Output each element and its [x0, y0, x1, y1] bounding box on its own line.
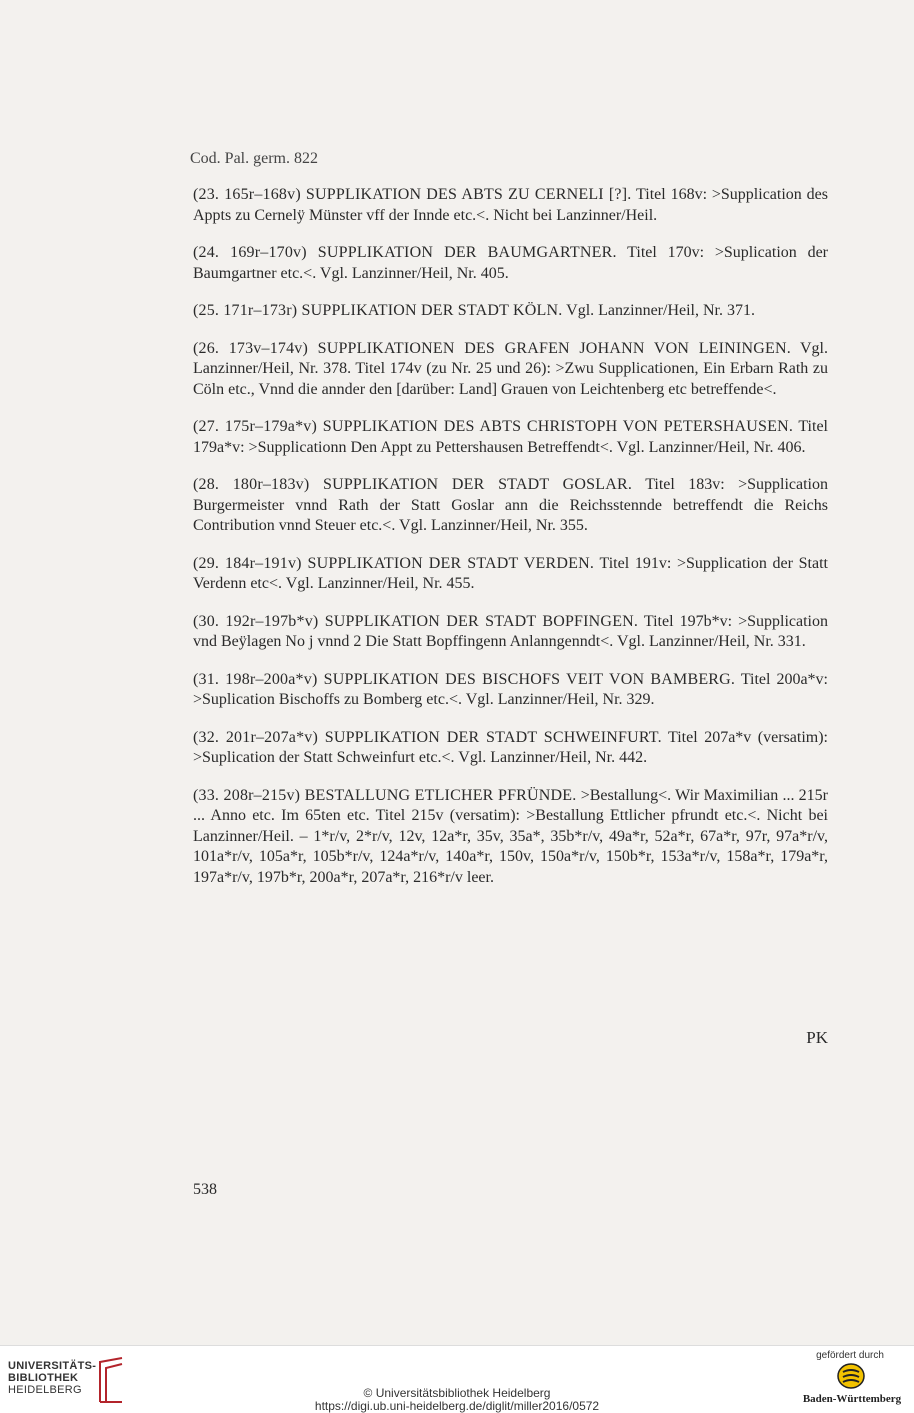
- logo-line-1: UNIVERSITÄTS-: [8, 1360, 97, 1372]
- entry-30: [193, 612, 828, 653]
- entry-29: [193, 554, 828, 595]
- entry-text: Titel 170v: >Suplication der Baumgartner etc.<. Vgl. Lanzinner/Heil, Nr. 405.: [193, 244, 828, 282]
- copyright-notice: © Universitätsbibliothek Heidelberg: [363, 1386, 551, 1400]
- author-signature: PK: [806, 1028, 828, 1047]
- entry-text: Titel 168v: >Supplication des Appts zu Cernelÿ Münster vff der Innde etc.<. Nicht bei Lanzinner/Heil.: [193, 186, 828, 224]
- entry-heading: (29. 184r–191v) SUPPLIKATION DER STADT VERDEN.: [193, 554, 595, 572]
- entry-text: Titel 179a*v: >Supplicationn Den Appt zu Pettershausen Betreffendt<. Vgl. Lanzinner/Heil, Nr. 406.: [193, 418, 828, 456]
- codex-header: Cod. Pal. germ. 822: [190, 150, 318, 167]
- entry-heading: (32. 201r–207a*v) SUPPLIKATION DER STADT SCHWEINFURT.: [193, 728, 662, 746]
- catalog-entries: [193, 185, 828, 905]
- entry-24: [193, 243, 828, 284]
- entry-heading: (28. 180r–183v) SUPPLIKATION DER STADT GOSLAR.: [193, 476, 633, 493]
- entry-25: [193, 301, 828, 322]
- entry-text: Titel 207a*v (versatim): >Suplication der Statt Schweinfurt etc.<. Vgl. Lanzinner/Heil, Nr. 442.: [193, 728, 829, 766]
- entry-heading: (23. 165r–168v) SUPPLIKATION DES ABTS ZU CERNELI [?].: [193, 186, 632, 203]
- permalink[interactable]: https://digi.ub.uni-heidelberg.de/diglit/miller2016/0572: [314, 1399, 600, 1413]
- entry-27: [193, 417, 828, 458]
- entry-33: [193, 786, 828, 889]
- entry-32: [193, 728, 828, 769]
- entry-heading: (25. 171r–173r) SUPPLIKATION DER STADT KÖLN.: [193, 302, 563, 319]
- entry-heading: (24. 169r–170v) SUPPLIKATION DER BAUMGARTNER.: [193, 244, 617, 261]
- state-crest-icon: [836, 1362, 866, 1390]
- entry-heading: (27. 175r–179a*v) SUPPLIKATION DES ABTS CHRISTOPH VON PETERSHAUSEN.: [193, 418, 794, 435]
- entry-31: [193, 670, 828, 711]
- viewer-footer: [0, 1345, 914, 1412]
- entry-heading: (31. 198r–200a*v) SUPPLIKATION DES BISCHOFS VEIT VON BAMBERG.: [193, 670, 736, 688]
- entry-heading: (33. 208r–215v) BESTALLUNG ETLICHER PFRÜNDE.: [193, 786, 577, 804]
- entry-text: Titel 197b*v: >Supplication vnd Beÿlagen No j vnnd 2 Die Statt Bopffingenn Anlanngenndt<. Vgl. Lanzinner/Heil, Nr. 331.: [193, 612, 828, 650]
- entry-text: Titel 191v: >Supplication der Statt Verdenn etc<. Vgl. Lanzinner/Heil, Nr. 455.: [193, 554, 828, 592]
- entry-heading: (30. 192r–197b*v) SUPPLIKATION DER STADT BOPFINGEN.: [193, 612, 639, 630]
- entry-23: [193, 185, 828, 226]
- funder-name: Baden-Württemberg: [802, 1393, 902, 1405]
- entry-text: Vgl. Lanzinner/Heil, Nr. 378. Titel 174v (zu Nr. 25 und 26): >Zwu Supplicationen, Ein Erbarn Rath zu Cöln etc., Vnnd die annder den [darüber: Land] Grauen von Leichtenberg etc betreffende<.: [193, 339, 828, 398]
- entry-heading: (26. 173v–174v) SUPPLIKATIONEN DES GRAFEN JOHANN VON LEININGEN.: [193, 339, 791, 357]
- entry-28: [193, 475, 828, 537]
- funded-by-label: gefördert durch: [816, 1350, 884, 1361]
- entry-text: Vgl. Lanzinner/Heil, Nr. 371.: [562, 302, 755, 319]
- entry-text: Titel 200a*v: >Suplication Bischoffs zu Bomberg etc.<. Vgl. Lanzinner/Heil, Nr. 329.: [193, 670, 828, 708]
- logo-line-2: BIBLIOTHEK: [8, 1372, 79, 1384]
- logo-line-3: HEIDELBERG: [8, 1384, 82, 1396]
- entry-text: >Bestallung<. Wir Maximilian ... 215r ... Anno etc. Im 65ten etc. Titel 215v (versatim): >Bestallung Ettlicher pfrundt etc.<. Nicht bei Lanzinner/Heil. – 1*r/v, 2*r/v, 12v, 12a*r, 35v, 35a*, 35b*r/v, 49a*r, 52a*r, 67a*r, 97r, 97a*r/v, 101a*r/v, 105a*r, 105b*r/v, 124a*r/v, 140a*r, 150v, 150a*r/v, 150b*r, 153a*r/v, 158a*r, 179a*r, 197a*r/v, 197b*r, 200a*r, 207a*r, 216*r/v leer.: [193, 786, 828, 886]
- entry-26: [193, 339, 828, 401]
- page-number: 538: [193, 1181, 217, 1198]
- entry-text: Titel 183v: >Supplication Burgermeister vnnd Rath der Statt Goslar ann die Reichsstennde betreffendt die Reichs Contribution vnnd Steuer etc.<. Vgl. Lanzinner/Heil, Nr. 355.: [193, 476, 828, 534]
